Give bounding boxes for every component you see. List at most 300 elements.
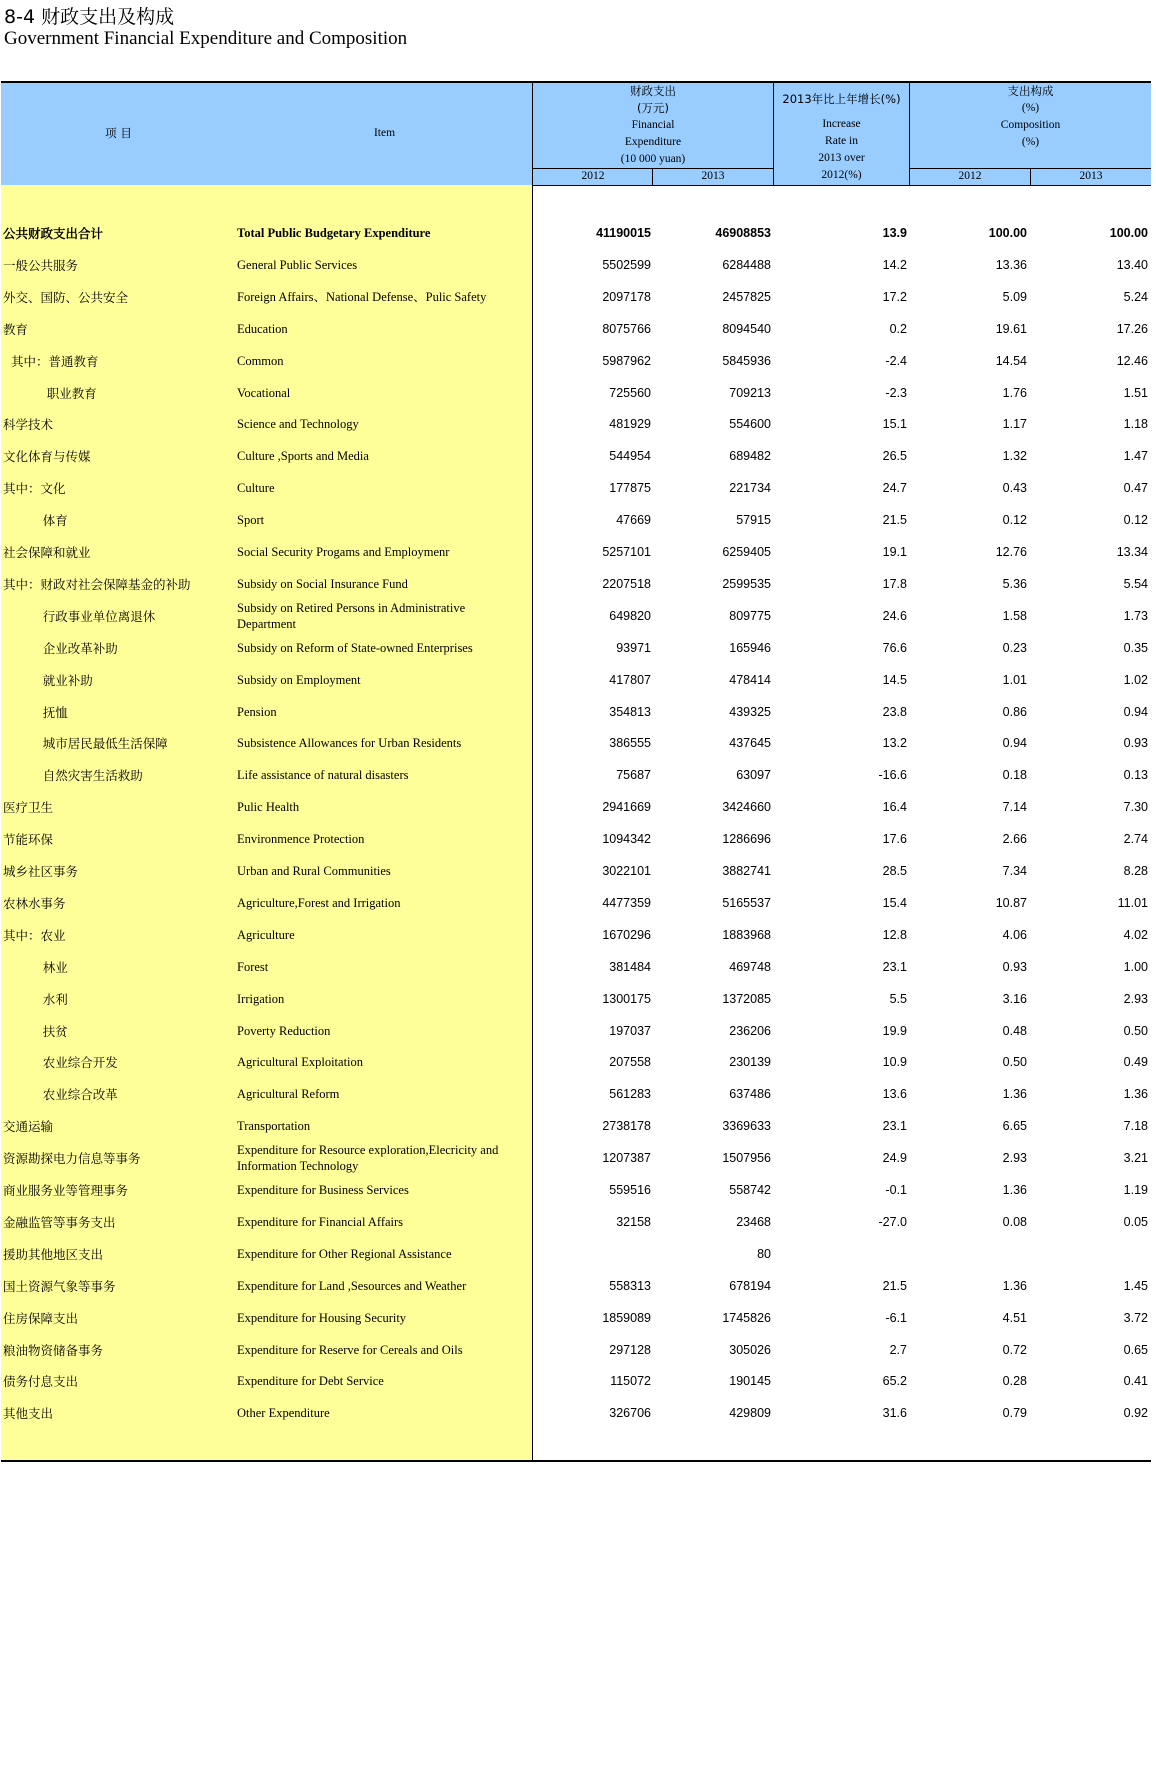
table-header — [1, 81, 1151, 186]
expenditure-2012-cell: 75687 — [616, 768, 651, 783]
composition-2012-cell: 1.01 — [1002, 672, 1027, 687]
expenditure-2013-cell: 1883968 — [722, 927, 771, 942]
expenditure-2013-cell: 305026 — [729, 1342, 771, 1357]
composition-2013-cell: 7.30 — [1123, 800, 1148, 815]
expenditure-2012-cell: 41190015 — [596, 226, 651, 240]
header-item-en: Item — [373, 127, 396, 139]
table-row — [1, 1046, 1151, 1078]
item-cn-cell: 国土资源气象等事务 — [3, 1278, 116, 1294]
increase-rate-cell: 5.5 — [889, 991, 907, 1006]
expenditure-2013-cell: 236206 — [729, 1023, 771, 1038]
increase-rate-cell: 12.8 — [882, 927, 907, 942]
composition-2013-cell: 1.18 — [1123, 417, 1148, 432]
item-en-cell: Total Public Budgetary Expenditure — [237, 226, 431, 240]
item-en-cell: Subsidy on Social Insurance Fund — [237, 576, 408, 591]
expenditure-2012-cell: 559516 — [609, 1183, 651, 1197]
composition-2013-cell: 100.00 — [1109, 226, 1148, 240]
item-cn-cell: 医疗卫生 — [3, 800, 54, 816]
item-en-cell: Sport — [237, 513, 265, 528]
increase-rate-cell: 17.6 — [882, 832, 907, 847]
increase-rate-cell: 13.6 — [882, 1087, 907, 1102]
expenditure-2013-cell: 478414 — [729, 672, 771, 687]
composition-2013-cell: 12.46 — [1116, 353, 1148, 368]
table-row — [1, 377, 1151, 409]
composition-2013-cell: 0.94 — [1123, 704, 1148, 719]
increase-rate-cell: -6.1 — [885, 1310, 907, 1325]
item-en-cell: Pulic Health — [237, 800, 300, 815]
item-en-cell: Forest — [237, 959, 269, 974]
increase-rate-cell: 21.5 — [882, 1278, 907, 1293]
composition-2012-cell — [907, 1238, 1027, 1270]
composition-2012-cell: 0.08 — [1002, 1214, 1027, 1229]
composition-2013-cell: 0.12 — [1123, 513, 1148, 528]
item-en-cell: Other Expenditure — [237, 1406, 330, 1421]
table-row — [1, 249, 1151, 281]
item-cn-cell: 职业教育 — [3, 385, 97, 401]
item-cn-cell: 商业服务业等管理事务 — [3, 1183, 129, 1198]
item-cn-cell: 文化体育与传媒 — [3, 449, 91, 465]
expenditure-2013-cell: 3882741 — [722, 864, 771, 878]
composition-2012-cell: 14.54 — [995, 353, 1027, 368]
expenditure-2013-cell: 2457825 — [722, 289, 771, 304]
expenditure-2013-cell: 437645 — [729, 736, 771, 751]
expenditure-2013-cell: 1372085 — [722, 991, 771, 1006]
table-row — [1, 313, 1151, 345]
table-row — [1, 983, 1151, 1015]
composition-2012-cell: 0.86 — [1002, 704, 1027, 719]
item-en-cell: Subsidy on Employment — [237, 672, 361, 687]
composition-2012-cell: 0.94 — [1002, 736, 1027, 751]
expenditure-2012-cell: 1859089 — [602, 1310, 651, 1325]
table-row — [1, 759, 1151, 791]
page-title-en: Government Financial Expenditure and Composition — [4, 28, 408, 49]
table-row — [1, 472, 1151, 504]
item-en-cell: Expenditure for Other Regional Assistance — [237, 1246, 452, 1261]
increase-rate-cell: 31.6 — [882, 1406, 907, 1421]
item-cn-cell: 城乡社区事务 — [3, 864, 79, 879]
increase-rate-cell: 14.2 — [882, 257, 907, 272]
composition-2013-cell: 0.50 — [1123, 1023, 1148, 1038]
header-composition: 支出构成 (%) Composition (%) — [1000, 84, 1061, 148]
table-row — [1, 1206, 1151, 1238]
item-cn-cell: 债务付息支出 — [3, 1374, 79, 1390]
expenditure-2012-cell: 5987962 — [602, 353, 651, 368]
composition-2012-cell: 1.36 — [1002, 1278, 1027, 1293]
item-en-cell: Life assistance of natural disasters — [237, 768, 409, 783]
expenditure-2012-cell: 2207518 — [602, 576, 651, 591]
expenditure-2012-cell: 4477359 — [602, 895, 651, 910]
item-cn-cell: 其他支出 — [3, 1406, 54, 1422]
expenditure-2013-cell: 5845936 — [722, 353, 771, 368]
composition-2012-cell: 7.14 — [1002, 800, 1027, 815]
expenditure-2012-cell: 47669 — [616, 513, 651, 528]
table-row — [1, 1174, 1151, 1206]
increase-rate-cell: 23.8 — [882, 704, 907, 719]
composition-2013-cell: 17.26 — [1116, 321, 1148, 336]
item-en-cell: Foreign Affairs、National Defense、Pulic Safety — [237, 289, 487, 304]
composition-2012-cell: 0.43 — [1002, 481, 1027, 496]
increase-rate-cell: 14.5 — [882, 672, 907, 687]
composition-2013-cell: 8.28 — [1123, 864, 1148, 878]
header-item-cn: 项 目 — [105, 126, 132, 140]
composition-2012-cell: 5.36 — [1002, 576, 1027, 591]
expenditure-2012-cell: 2097178 — [602, 289, 651, 304]
item-cn-cell: 援助其他地区支出 — [3, 1246, 104, 1262]
item-cn-cell: 公共财政支出合计 — [3, 226, 104, 241]
increase-rate-cell: -2.3 — [885, 385, 907, 400]
composition-2012-cell: 1.36 — [1002, 1183, 1027, 1197]
composition-2013-cell: 1.02 — [1123, 672, 1148, 687]
item-cn-cell: 林业 — [3, 959, 68, 975]
item-cn-cell: 节能环保 — [3, 832, 54, 848]
item-en-cell: Agriculture,Forest and Irrigation — [237, 895, 401, 910]
increase-rate-cell: 19.1 — [882, 545, 907, 559]
table-row — [1, 1397, 1151, 1429]
table-row — [1, 1238, 1151, 1270]
header-year-2013: 2013 — [701, 170, 725, 182]
header-expenditure: 财政支出 (万元) Financial Expenditure (10 000 yuan) — [620, 84, 686, 165]
increase-rate-cell: -27.0 — [878, 1214, 907, 1229]
table-row — [1, 1015, 1151, 1047]
item-en-cell: General Public Services — [237, 257, 358, 272]
increase-rate-cell — [771, 1238, 907, 1270]
composition-2013-cell: 0.65 — [1123, 1342, 1148, 1357]
item-en-cell: Subsistence Allowances for Urban Residents — [237, 736, 462, 751]
header-year-2012: 2012 — [581, 170, 605, 182]
expenditure-2013-cell: 469748 — [729, 959, 771, 974]
item-cn-cell: 农业综合改革 — [3, 1087, 118, 1103]
composition-2012-cell: 1.58 — [1002, 608, 1027, 623]
item-en-cell: Environmence Protection — [237, 832, 365, 847]
composition-2013-cell: 0.13 — [1123, 768, 1148, 783]
composition-2012-cell: 2.93 — [1002, 1151, 1027, 1166]
increase-rate-cell: -0.1 — [885, 1183, 907, 1197]
composition-2012-cell: 0.28 — [1002, 1374, 1027, 1389]
item-en-cell: Subsidy on Reform of State-owned Enterprises — [237, 640, 473, 655]
header-comp-2012: 2012 — [958, 170, 982, 182]
expenditure-2012-cell: 3022101 — [602, 864, 651, 878]
composition-2012-cell: 1.76 — [1002, 385, 1027, 400]
item-cn-cell: 自然灾害生活救助 — [3, 768, 143, 784]
expenditure-2013-cell: 57915 — [736, 513, 771, 528]
expenditure-2013-cell: 637486 — [729, 1087, 771, 1102]
expenditure-2012-cell: 381484 — [609, 959, 651, 974]
table-row — [1, 664, 1151, 696]
item-en-cell: Expenditure for Business Services — [237, 1183, 409, 1197]
composition-2012-cell: 7.34 — [1002, 864, 1027, 878]
composition-2013-cell: 3.72 — [1123, 1310, 1148, 1325]
expenditure-2012-cell — [533, 1238, 651, 1270]
composition-2012-cell: 0.93 — [1002, 959, 1027, 974]
increase-rate-cell: 23.1 — [882, 1119, 907, 1134]
composition-2013-cell: 1.45 — [1123, 1278, 1148, 1293]
item-en-cell: Pension — [237, 704, 277, 719]
composition-2013-cell: 4.02 — [1123, 927, 1148, 942]
expenditure-2013-cell: 5165537 — [722, 895, 771, 910]
item-cn-cell: 外交、国防、公共安全 — [3, 289, 129, 305]
composition-2013-cell: 5.24 — [1123, 289, 1148, 304]
composition-2012-cell: 2.66 — [1002, 832, 1027, 847]
item-en-cell: Agricultural Reform — [237, 1087, 340, 1102]
item-en-cell: Subsidy on Retired Persons in Administrative Department — [237, 600, 466, 631]
increase-rate-cell: 17.8 — [882, 576, 907, 591]
table-row — [1, 1334, 1151, 1366]
expenditure-2013-cell: 1745826 — [722, 1310, 771, 1325]
composition-2012-cell: 3.16 — [1002, 991, 1027, 1006]
composition-2012-cell: 1.17 — [1002, 417, 1027, 432]
expenditure-2013-cell: 3424660 — [722, 800, 771, 815]
expenditure-2013-cell: 689482 — [729, 449, 771, 464]
table-row — [1, 600, 1151, 632]
expenditure-2012-cell: 725560 — [609, 385, 651, 400]
composition-2013-cell: 2.74 — [1123, 832, 1148, 847]
increase-rate-cell: 15.4 — [882, 895, 907, 910]
item-cn-cell: 城市居民最低生活保障 — [3, 736, 168, 752]
expenditure-2013-cell: 8094540 — [722, 321, 771, 336]
increase-rate-cell: -16.6 — [878, 768, 907, 783]
item-cn-cell: 其中：农业 — [3, 927, 66, 943]
item-en-cell: Science and Technology — [237, 417, 359, 432]
expenditure-2012-cell: 1207387 — [602, 1151, 651, 1166]
item-cn-cell: 农林水事务 — [3, 895, 66, 911]
composition-2012-cell: 100.00 — [988, 226, 1027, 240]
item-en-cell: Culture — [237, 481, 275, 496]
expenditure-2013-cell: 554600 — [729, 417, 771, 432]
table-row — [1, 855, 1151, 887]
item-cn-cell: 农业综合开发 — [3, 1055, 118, 1071]
table-row — [1, 887, 1151, 919]
composition-2013-cell: 5.54 — [1123, 576, 1148, 591]
item-en-cell: Expenditure for Resource exploration,Elecricity and Information Technology — [237, 1143, 499, 1174]
composition-2013-cell — [1027, 1238, 1148, 1270]
expenditure-2013-cell: 46908853 — [715, 226, 771, 240]
increase-rate-cell: 65.2 — [882, 1374, 907, 1389]
increase-rate-cell: 17.2 — [882, 289, 907, 304]
item-cn-cell: 社会保障和就业 — [3, 545, 91, 560]
table-row — [1, 1110, 1151, 1142]
expenditure-2012-cell: 197037 — [609, 1023, 651, 1038]
item-cn-cell: 交通运输 — [3, 1119, 54, 1135]
expenditure-2012-cell: 386555 — [609, 736, 651, 751]
composition-2013-cell: 1.47 — [1123, 449, 1148, 464]
expenditure-2013-cell: 221734 — [729, 481, 771, 496]
item-en-cell: Culture ,Sports and Media — [237, 449, 369, 464]
item-cn-cell: 金融监管等事务支出 — [3, 1214, 116, 1230]
expenditure-2013-cell: 230139 — [729, 1055, 771, 1070]
composition-2012-cell: 13.36 — [995, 257, 1027, 272]
composition-2013-cell: 0.05 — [1123, 1214, 1148, 1229]
increase-rate-cell: 2.7 — [889, 1342, 907, 1357]
table-row — [1, 345, 1151, 377]
expenditure-2012-cell: 115072 — [610, 1374, 651, 1389]
table-row — [1, 727, 1151, 759]
expenditure-2012-cell: 5502599 — [602, 257, 651, 272]
table-row — [1, 919, 1151, 951]
table-row — [1, 504, 1151, 536]
table-row — [1, 440, 1151, 472]
item-en-cell: Agricultural Exploitation — [237, 1055, 364, 1070]
item-en-cell: Education — [237, 321, 288, 336]
expenditure-2012-cell: 354813 — [609, 704, 651, 719]
expenditure-2013-cell: 1507956 — [722, 1151, 771, 1166]
header-increase: 2013年比上年增长(%) Increase Rate in 2013 over 2012(%) — [782, 92, 901, 181]
composition-2013-cell: 1.73 — [1123, 608, 1148, 623]
item-cn-cell: 科学技术 — [3, 417, 54, 433]
item-cn-cell: 企业改革补助 — [3, 640, 118, 656]
expenditure-2013-cell: 1286696 — [722, 832, 771, 847]
item-cn-cell: 其中：普通教育 — [3, 353, 99, 369]
expenditure-2012-cell: 1300175 — [602, 991, 651, 1006]
item-en-cell: Poverty Reduction — [237, 1023, 331, 1038]
expenditure-2013-cell: 439325 — [729, 704, 771, 719]
composition-2012-cell: 0.12 — [1002, 513, 1027, 528]
item-cn-cell: 粮油物资储备事务 — [3, 1342, 104, 1358]
item-en-cell: Urban and Rural Communities — [237, 864, 391, 878]
item-en-cell: Expenditure for Land ,Sesources and Weather — [237, 1278, 467, 1293]
composition-2013-cell: 1.19 — [1123, 1183, 1148, 1197]
increase-rate-cell: 19.9 — [882, 1023, 907, 1038]
item-en-cell: Expenditure for Debt Service — [237, 1374, 384, 1389]
composition-2012-cell: 4.51 — [1002, 1310, 1027, 1325]
increase-rate-cell: 28.5 — [882, 864, 907, 878]
table-row — [1, 1302, 1151, 1334]
expenditure-2012-cell: 326706 — [609, 1406, 651, 1421]
increase-rate-cell: 24.6 — [882, 608, 907, 623]
expenditure-2013-cell: 63097 — [736, 768, 771, 783]
composition-2012-cell: 19.61 — [995, 321, 1027, 336]
expenditure-2013-cell: 165946 — [729, 640, 771, 655]
expenditure-2013-cell: 809775 — [729, 608, 771, 623]
composition-2012-cell: 5.09 — [1002, 289, 1027, 304]
table-row — [1, 632, 1151, 664]
composition-2013-cell: 0.41 — [1123, 1374, 1148, 1389]
expenditure-2012-cell: 544954 — [609, 449, 651, 464]
item-cn-cell: 资源勘探电力信息等事务 — [3, 1151, 141, 1167]
item-en-cell: Transportation — [237, 1119, 311, 1134]
expenditure-2013-cell: 429809 — [729, 1406, 771, 1421]
expenditure-2012-cell: 417807 — [609, 672, 651, 687]
increase-rate-cell: 16.4 — [882, 800, 907, 815]
expenditure-2012-cell: 5257101 — [602, 545, 651, 559]
increase-rate-cell: 76.6 — [882, 640, 907, 655]
composition-2013-cell: 0.35 — [1123, 640, 1148, 655]
increase-rate-cell: 13.2 — [882, 736, 907, 751]
increase-rate-cell: 26.5 — [882, 449, 907, 464]
table-bottom-rule — [1, 1460, 1151, 1462]
expenditure-2012-cell: 1670296 — [602, 927, 651, 942]
expenditure-2013-cell: 80 — [757, 1246, 771, 1261]
composition-2012-cell: 0.50 — [1002, 1055, 1027, 1070]
expenditure-2012-cell: 2738178 — [602, 1119, 651, 1134]
composition-2013-cell: 11.01 — [1117, 895, 1148, 910]
composition-2012-cell: 1.36 — [1002, 1087, 1027, 1102]
composition-2012-cell: 0.48 — [1002, 1023, 1027, 1038]
increase-rate-cell: 23.1 — [882, 959, 907, 974]
expenditure-2012-cell: 32158 — [616, 1214, 651, 1229]
expenditure-2013-cell: 6259405 — [722, 545, 771, 559]
item-cn-cell: 体育 — [3, 513, 68, 529]
item-cn-cell: 其中：财政对社会保障基金的补助 — [3, 576, 191, 592]
expenditure-2013-cell: 558742 — [729, 1183, 771, 1197]
item-cn-cell: 其中：文化 — [3, 481, 66, 497]
expenditure-2012-cell: 2941669 — [602, 800, 651, 815]
composition-2013-cell: 7.18 — [1123, 1119, 1148, 1134]
item-en-cell: Agriculture — [237, 927, 295, 942]
table-row — [1, 951, 1151, 983]
increase-rate-cell: 0.2 — [889, 321, 907, 336]
expenditure-2012-cell: 1094342 — [602, 832, 651, 847]
header-comp-2013: 2013 — [1079, 170, 1103, 182]
expenditure-2012-cell: 8075766 — [602, 321, 651, 336]
expenditure-2012-cell: 481929 — [609, 417, 651, 432]
table-row — [1, 696, 1151, 728]
table-row — [1, 1078, 1151, 1110]
increase-rate-cell: 10.9 — [882, 1055, 907, 1070]
table-row — [1, 408, 1151, 440]
item-en-cell: Expenditure for Financial Affairs — [237, 1214, 404, 1229]
composition-2013-cell: 3.21 — [1123, 1151, 1148, 1166]
table-row — [1, 791, 1151, 823]
expenditure-2013-cell: 3369633 — [722, 1119, 771, 1134]
composition-2012-cell: 6.65 — [1002, 1119, 1027, 1134]
item-cn-cell: 行政事业单位离退休 — [3, 608, 156, 624]
page-title-cn: 8-4 财政支出及构成 — [4, 6, 175, 28]
item-en-cell: Vocational — [237, 385, 291, 400]
expenditure-2013-cell: 709213 — [729, 385, 771, 400]
composition-2012-cell: 10.87 — [995, 895, 1027, 910]
item-en-cell: Irrigation — [237, 991, 285, 1006]
composition-2013-cell: 1.36 — [1123, 1087, 1148, 1102]
increase-rate-cell: 21.5 — [882, 513, 907, 528]
composition-2013-cell: 13.34 — [1116, 545, 1148, 559]
item-cn-cell: 教育 — [3, 321, 29, 337]
item-cn-cell: 住房保障支出 — [3, 1310, 79, 1326]
composition-2013-cell: 0.49 — [1123, 1055, 1148, 1070]
expenditure-2012-cell: 558313 — [609, 1278, 651, 1293]
increase-rate-cell: 24.9 — [882, 1151, 907, 1166]
item-en-cell: Common — [237, 353, 284, 368]
increase-rate-cell: 13.9 — [882, 226, 907, 240]
composition-2012-cell: 0.18 — [1002, 768, 1027, 783]
item-cn-cell: 水利 — [3, 991, 68, 1007]
composition-2013-cell: 1.51 — [1123, 385, 1148, 400]
expenditure-2013-cell: 6284488 — [722, 257, 771, 272]
table-row — [1, 1270, 1151, 1302]
table-row — [1, 281, 1151, 313]
item-cn-cell: 就业补助 — [3, 672, 93, 688]
composition-2012-cell: 0.79 — [1002, 1406, 1027, 1421]
composition-2012-cell: 0.23 — [1002, 640, 1027, 655]
composition-2013-cell: 0.47 — [1123, 481, 1148, 496]
composition-2013-cell: 0.93 — [1123, 736, 1148, 751]
table-row — [1, 217, 1151, 249]
expenditure-2012-cell: 207558 — [609, 1055, 651, 1070]
table-row — [1, 568, 1151, 600]
table-row — [1, 536, 1151, 568]
expenditure-2012-cell: 649820 — [609, 608, 651, 623]
composition-2013-cell: 0.92 — [1123, 1406, 1148, 1421]
composition-2013-cell: 2.93 — [1123, 991, 1148, 1006]
increase-rate-cell: 24.7 — [882, 481, 907, 496]
expenditure-2012-cell: 297128 — [609, 1342, 651, 1357]
item-cn-cell: 扶贫 — [3, 1023, 68, 1039]
composition-2013-cell: 13.40 — [1116, 257, 1148, 272]
table-row — [1, 1365, 1151, 1397]
expenditure-2013-cell: 190145 — [729, 1374, 771, 1389]
item-en-cell: Social Security Progams and Employmenr — [237, 545, 450, 559]
expenditure-2013-cell: 2599535 — [722, 576, 771, 591]
composition-2012-cell: 4.06 — [1002, 927, 1027, 942]
